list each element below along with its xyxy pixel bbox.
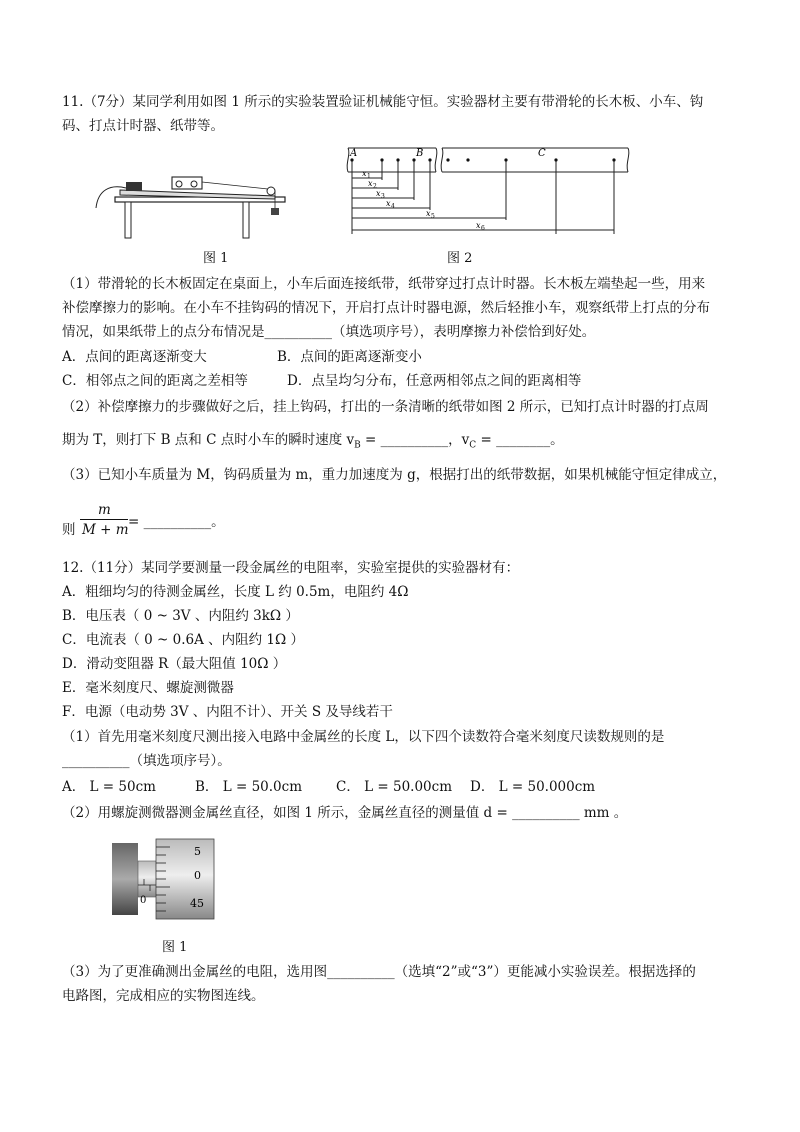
q12-option-d: D． L = 50.000cm	[470, 779, 596, 795]
q12-option-a: A． L = 50cm	[62, 779, 156, 795]
q12-item-f: F．电源（电动势 3V 、内阻不计）、开关 S 及导线若干	[62, 704, 393, 720]
q12-figure1-caption: 图 1	[162, 940, 188, 955]
q12-item-b: B．电压表（ 0 ~ 3V 、内阻约 3kΩ ）	[62, 608, 299, 624]
q12-intro: 12.（11分）某同学要测量一段金属丝的电阻率，实验室提供的实验器材有：	[62, 560, 520, 576]
q12-part1-line1: （1）首先用毫米刻度尺测出接入电路中金属丝的长度 L，以下四个读数符合毫米刻度尺读数规则的是	[62, 729, 665, 745]
tape-x6-sub: 6	[481, 225, 485, 232]
q12-part2: （2）用螺旋测微器测金属丝直径，如图 1 所示，金属丝直径的测量值 d = __________ mm 。	[62, 805, 628, 821]
tape-x4: x	[386, 199, 391, 208]
q11-part1-line2: 补偿摩擦力的影响。在小车不挂钩码的情况下，开启打点计时器电源，然后轻推小车，观察纸带上打点的分布	[62, 300, 710, 316]
tape-x3: x	[376, 189, 381, 198]
q12-item-a: A．粗细均匀的待测金属丝，长度 L 约 0.5m，电阻约 4Ω	[62, 584, 409, 600]
tape-x6: x	[476, 221, 481, 230]
q11-part2-line2	[62, 430, 564, 456]
q11-figure1-apparatus	[90, 160, 290, 245]
q12-part3-line2: 电路图，完成相应的实物图连线。	[62, 988, 265, 1004]
tape-x4-sub: 4	[391, 203, 395, 210]
micrometer-sleeve-0: 0	[140, 895, 147, 906]
q12-part1-line2: __________（填选项序号）。	[62, 753, 231, 769]
tape-x2: x	[368, 179, 373, 188]
tape-x5: x	[426, 209, 431, 218]
q11-vc-subscript: C	[469, 440, 477, 451]
q11-option-c: C．相邻点之间的距离之差相等	[62, 373, 248, 389]
q11-part3-prefix: 则	[62, 522, 76, 538]
tape-x3-sub: 3	[381, 193, 385, 200]
q11-part1-line1: （1）带滑轮的长木板固定在桌面上，小车后面连接纸带，纸带穿过打点计时器。长木板左端垫起一些，用来	[62, 276, 706, 292]
q11-intro-line1: 11.（7分）某同学利用如图 1 所示的实验装置验证机械能守恒。实验器材主要有带滑轮的长木板、小车、钩	[62, 94, 704, 110]
q11-fraction-denominator: M + m	[82, 522, 129, 538]
q11-option-b: B．点间的距离逐渐变小	[277, 349, 422, 365]
tape-label-c: C	[538, 148, 546, 159]
q11-intro-line2: 码、打点计时器、纸带等。	[62, 118, 224, 134]
q12-option-b: B． L = 50.0cm	[195, 779, 302, 795]
q11-part2-text-a: 期为 T，则打下 B 点和 C 点时小车的瞬时速度 v	[62, 432, 355, 448]
q11-part3-suffix: = __________。	[128, 514, 225, 530]
micrometer-tick-5: 5	[194, 845, 201, 858]
q11-part2-text-b: = __________，v	[360, 432, 470, 448]
micrometer-tick-45: 45	[190, 897, 204, 910]
q12-item-d: D．滑动变阻器 R（最大阻值 10Ω ）	[62, 656, 287, 672]
q11-fraction-numerator: m	[98, 502, 111, 518]
tape-x1-sub: 1	[367, 173, 371, 180]
q12-item-e: E．毫米刻度尺、螺旋测微器	[62, 680, 234, 696]
q11-figure1-caption: 图 1	[203, 251, 229, 266]
q11-option-a: A．点间的距离逐渐变大	[62, 349, 207, 365]
tape-x2-sub: 2	[373, 183, 377, 190]
tape-label-b: B	[416, 148, 424, 159]
q11-fraction-bar	[80, 519, 128, 520]
tape-x1: x	[362, 169, 367, 178]
q12-part3-line1: （3）为了更准确测出金属丝的电阻，选用图__________（选填“2”或“3”）更能减小实验误差。根据选择的	[62, 964, 696, 980]
tape-x5-sub: 5	[431, 213, 435, 220]
tape-label-a: A	[350, 148, 358, 159]
q12-item-c: C．电流表（ 0 ~ 0.6A 、内阻约 1Ω ）	[62, 632, 304, 648]
q11-part3-line1: （3）已知小车质量为 M，钩码质量为 m，重力加速度为 g，根据打出的纸带数据，如果机械能守恒定律成立，	[62, 467, 727, 483]
q11-part2-text-c: = ________。	[476, 432, 564, 448]
q12-option-c: C． L = 50.00cm	[336, 779, 452, 795]
q11-figure2-tape	[338, 142, 638, 242]
micrometer-tick-0: 0	[194, 869, 201, 882]
q11-figure2-caption: 图 2	[447, 251, 473, 266]
q11-part2-line1: （2）补偿摩擦力的步骤做好之后，挂上钩码，打出的一条清晰的纸带如图 2 所示，已知打点计时器的打点周	[62, 399, 709, 415]
q11-vb-subscript: B	[354, 440, 361, 451]
q12-micrometer-figure	[110, 833, 230, 923]
q11-option-d: D．点呈均匀分布，任意两相邻点之间的距离相等	[287, 373, 582, 389]
q11-part1-line3: 情况，如果纸带上的点分布情况是__________（填选项序号），表明摩擦力补偿恰到好处。	[62, 324, 596, 340]
